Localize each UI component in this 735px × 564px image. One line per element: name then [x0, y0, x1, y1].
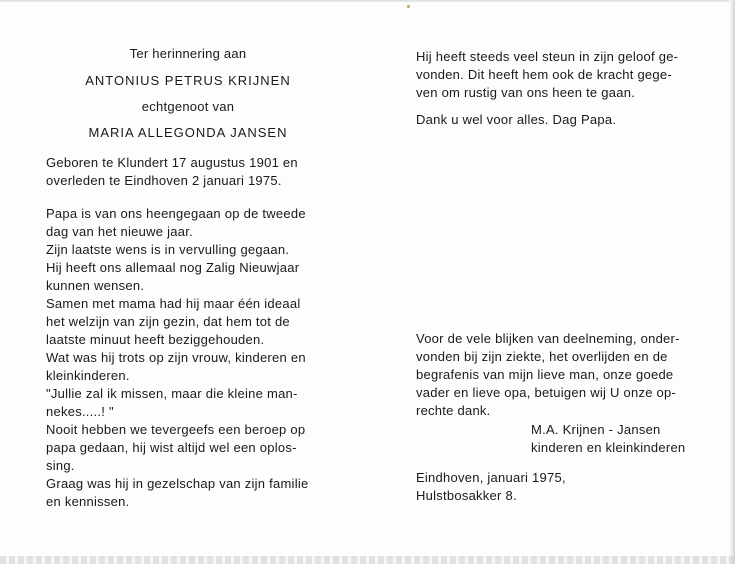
- text-line: Wat was hij trots op zijn vrouw, kinderen en: [46, 350, 306, 365]
- right-panel: [416, 48, 700, 503]
- text-line: het welzijn van zijn gezin, dat hem tot de: [46, 314, 290, 329]
- spouse-name: MARIA ALLEGONDA JANSEN: [88, 125, 288, 140]
- text-line: "Jullie zal ik missen, maar die kleine man-: [46, 386, 298, 401]
- text-line: Papa is van ons heengegaan op de tweede: [46, 206, 306, 221]
- text-line: kleinkinderen.: [46, 368, 130, 383]
- faith-paragraph: [416, 48, 700, 102]
- paper-speck: [407, 5, 410, 8]
- text-line: Hij heeft ons allemaal nog Zalig Nieuwjaar: [46, 260, 300, 275]
- signature-family: kinderen en kleinkinderen: [531, 440, 686, 455]
- address-block: [416, 469, 700, 505]
- text-line: Nooit hebben we tevergeefs een beroep op: [46, 422, 306, 437]
- relation-line: echtgenoot van: [141, 99, 235, 114]
- text-line: begrafenis van mijn lieve man, onze goede: [416, 367, 674, 382]
- address: Hulstbosakker 8.: [416, 488, 517, 503]
- body-text: [46, 205, 330, 511]
- signature-block: [531, 421, 700, 457]
- farewell-line: Dank u wel voor alles. Dag Papa.: [416, 112, 617, 127]
- text-line: vader en lieve opa, betuigen wij U onze op-: [416, 385, 677, 400]
- text-line: Samen met mama had hij maar één ideaal: [46, 296, 301, 311]
- text-line: vonden bij zijn ziekte, het overlijden en de: [416, 349, 668, 364]
- text-line: Zijn laatste wens is in vervulling gegaan.: [46, 242, 290, 257]
- text-line: dag van het nieuwe jaar.: [46, 224, 193, 239]
- text-line: en kennissen.: [46, 494, 130, 509]
- condolence-paragraph: [416, 330, 700, 505]
- text-line: sing.: [46, 458, 75, 473]
- text-line: Hij heeft steeds veel steun in zijn geloof ge-: [416, 49, 679, 64]
- text-line: nekes.....! ": [46, 404, 114, 419]
- text-line: Voor de vele blijken van deelneming, onder-: [416, 331, 680, 346]
- left-panel: [46, 45, 330, 511]
- text-line: papa gedaan, hij wist altijd wel een oplos-: [46, 440, 297, 455]
- birth-death-block: [46, 154, 330, 190]
- text-line: vonden. Dit heeft hem ook de kracht gege-: [416, 67, 672, 82]
- card-top-edge: [0, 0, 735, 3]
- text-line: ven om rustig van ons heen te gaan.: [416, 85, 636, 100]
- signature-name: M.A. Krijnen - Jansen: [531, 422, 661, 437]
- intro-line: Ter herinnering aan: [129, 46, 247, 61]
- text-line: Geboren te Klundert 17 augustus 1901 en: [46, 155, 298, 170]
- text-line: Graag was hij in gezelschap van zijn familie: [46, 476, 309, 491]
- deceased-name: ANTONIUS PETRUS KRIJNEN: [85, 73, 291, 88]
- place-date: Eindhoven, januari 1975,: [416, 470, 566, 485]
- card-right-edge: [729, 0, 735, 564]
- text-line: rechte dank.: [416, 403, 491, 418]
- text-line: laatste minuut heeft beziggehouden.: [46, 332, 265, 347]
- card-bottom-edge: [0, 556, 735, 564]
- text-line: kunnen wensen.: [46, 278, 145, 293]
- text-line: overleden te Eindhoven 2 januari 1975.: [46, 173, 282, 188]
